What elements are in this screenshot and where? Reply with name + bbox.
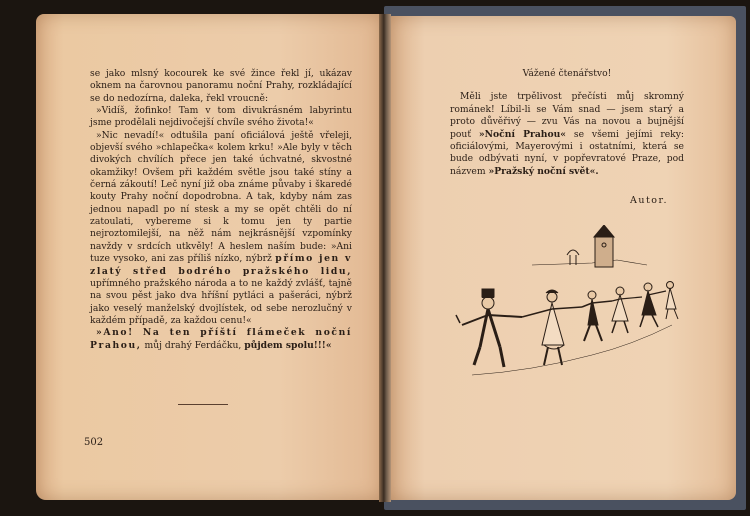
end-rule (178, 404, 228, 405)
left-page-text (90, 68, 352, 352)
page-number: 502 (84, 437, 104, 448)
letter-text: Měli jste trpělivost přečísti můj skromný románek! Líbil-li se Vám snad — jsem starý a proto důvěřivý — zvu Vás na novou a bujnější pouť (450, 91, 684, 140)
greeting: Vážené čtenářstvo! (522, 68, 612, 79)
paragraph (90, 327, 352, 352)
dancing-figures-illustration (452, 225, 692, 405)
paragraph (90, 68, 352, 105)
author-signature: Autor. (630, 195, 669, 206)
paragraph-text: se jako mlsný kocourek ke své žince řekl jí, ukázav oknem na čarovnou panoramu noční Prahy, rozkládající se do nedozírna, daleka, řekl vroucně: (90, 68, 352, 104)
right-page-text (450, 68, 684, 178)
paragraph-text: můj drahý Ferdáčku, (144, 339, 242, 351)
letter-title-emphasis: »Noční Prahou« (478, 128, 567, 140)
paragraph-text: upřímného pražského národa a to ne každý zvlášť, tajně na svou pěst jako dva hříšní pytláci a pašeráci, nýbrž jako veselý manželský dvojlístek, od sebe nerozlučný v každém případě, za každou cenu!« (90, 277, 352, 326)
paragraph (90, 130, 352, 328)
letter-paragraph (450, 91, 684, 178)
spaced-emphasis: »Ano! Na ten příští flámeček noční Prahou, (90, 327, 352, 351)
letter-text: se všemi jejími reky: oficiálovými, Mayerovými i ostatními, která se bude odbývati nyní, v popřevratové Praze, pod názvem (450, 128, 685, 177)
paragraph-text: »Vidíš, žofinko! Tam v tom divukrásném labyrintu jsme prodělali nejdivočejší chvíle svého života!« (90, 105, 352, 129)
paragraph-text: »Nic nevadí!« odtušila paní oficiálová ještě vřeleji, objevší svého »chlapečka« kolem krku! »Ale byly v těch divokých chvílích přece jen také úchvatné, skvostné okamžiky! Ovšem při každém světle jsou také stíny a černá zákoutí! Leč nyní již oba známe půvaby i škaredé kouty Prahy noční dopodrobna. A tak, kdyby nám zas jednou napadl po ní stesk a my se opět chtěli do ní zatoulati, vybereme si k tomu jen ty partie nejroztomilejší, na něž nám nejkrásnější vzpomínky navždy v srdcích utkvěly! A heslem naším bude: »Ani tuze vysoko, ani zas příliš nízko, nýbrž (90, 129, 352, 265)
bold-emphasis: půjdem spolu!!!« (244, 339, 332, 351)
letter-title-emphasis: »Pražský noční svět«. (488, 165, 599, 177)
paragraph (90, 105, 352, 130)
spaced-emphasis: přímo jen v zlatý střed bodrého pražského lidu, (90, 253, 352, 277)
book-spine-gutter (379, 14, 391, 502)
